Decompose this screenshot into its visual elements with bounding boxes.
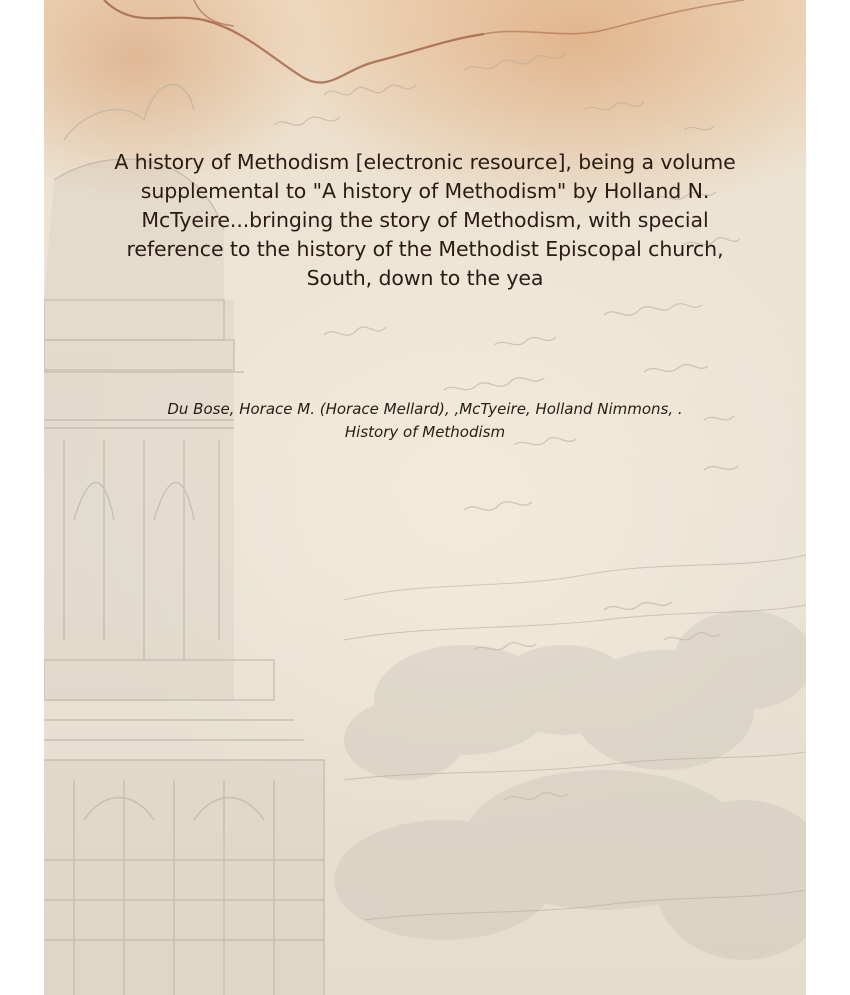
book-title: A history of Methodism [electronic resource], being a volume supplemental to "A history of Methodism" by Holland N. McTyeire...bringing the story of Methodism, with special reference to the history of the Methodist Episcopal church, South, down to the yea <box>114 150 736 290</box>
landscape-illustration <box>334 610 806 960</box>
paper-crack <box>104 0 484 83</box>
book-credits <box>114 398 736 444</box>
book-series: History of Methodism <box>344 423 506 441</box>
book-cover <box>44 0 806 995</box>
book-authors: Du Bose, Horace M. (Horace Mellard), ,McTyeire, Holland Nimmons, . <box>167 400 683 418</box>
paper-crack <box>484 0 744 34</box>
